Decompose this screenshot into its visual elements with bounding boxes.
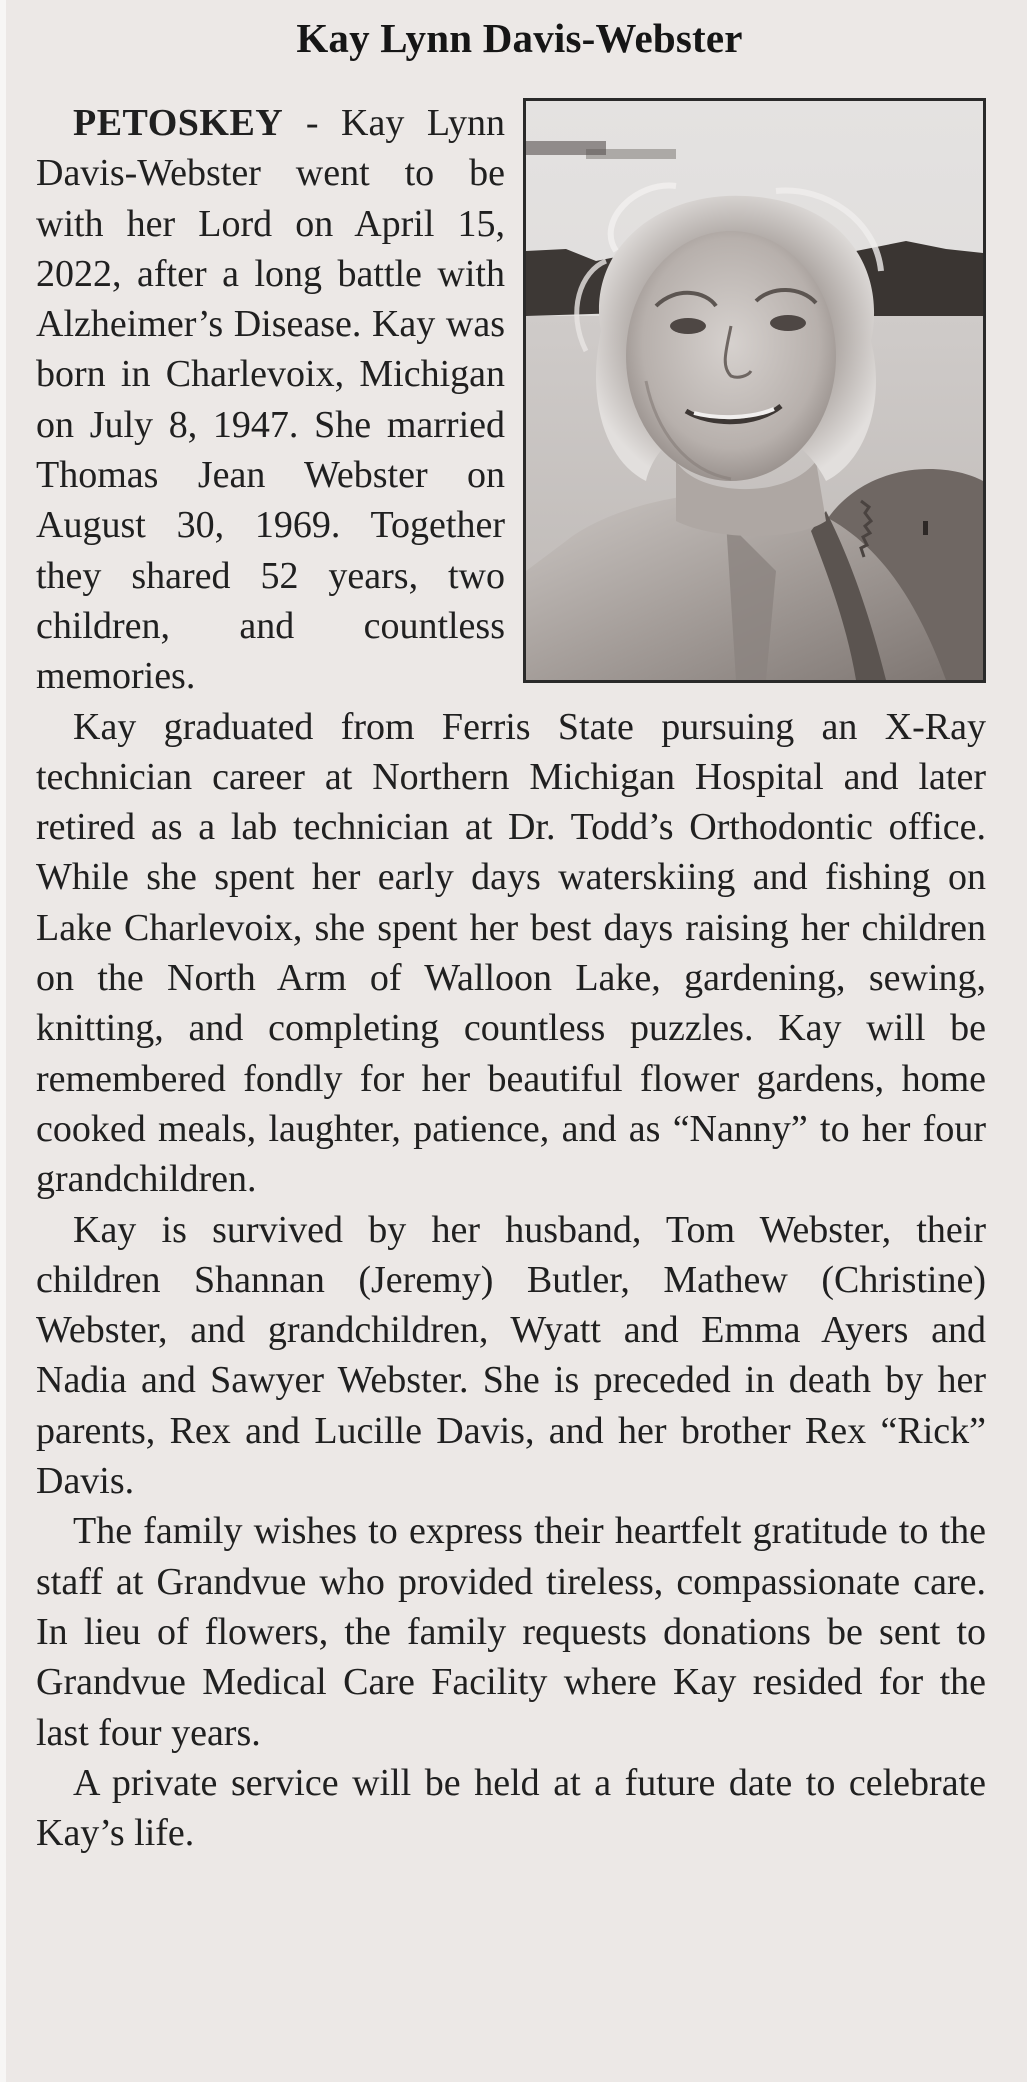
obituary-paragraph: A private service will be held at a future date to celebrate Kay’s life. <box>36 1761 986 1855</box>
portrait-photo-image <box>526 101 983 680</box>
obituary-paragraph: Kay graduated from Ferris State pursuing an X-Ray technician career at Northern Michigan Hospital and later retired as a lab technician at Dr. Todd’s Orthodontic office. While she spent her early days waterskiing and fishing on Lake Charlevoix, she spent her best days raising her children on the North Arm of Walloon Lake, gardening, sewing, knitting, and completing countless puzzles. Kay will be remembered fondly for her beautiful flower gardens, home cooked meals, laughter, patience, and as “Nanny” to her four grandchildren. <box>36 705 986 1201</box>
obituary-paragraph: Kay is survived by her husband, Tom Webster, their children Shannan (Jeremy) Butler, Mathew (Christine) Webster, and grandchildren, Wyatt and Emma Ayers and Nadia and Sawyer Webster. She is preceded in death by her parents, Rex and Lucille Davis, and her brother Rex “Rick” Davis. <box>36 1208 986 1503</box>
obituary-paragraph: The family wishes to express their heartfelt gratitude to the staff at Grandvue who provided tireless, compassionate care. In lieu of flowers, the family requests donations be sent to Grandvue Medical Care Facility where Kay resided for the last four years. <box>36 1510 986 1754</box>
obituary-headline: Kay Lynn Davis-Webster <box>296 15 743 61</box>
dateline: PETOSKEY <box>73 102 284 144</box>
portrait-photo <box>523 98 986 683</box>
obituary-body <box>36 98 986 1858</box>
paragraph-text: Kay Lynn Davis-Webster went to be with her Lord on April 15, 2022, after a long battle with Alzheimer’s Disease. Kay was born in Charlevoix, Michigan on July 8, 1947. She married Thomas Jean Webster on August 30, 1969. Together they shared 52 years, two children, and countless memories. <box>36 102 505 698</box>
dateline-separator: - <box>283 102 342 144</box>
